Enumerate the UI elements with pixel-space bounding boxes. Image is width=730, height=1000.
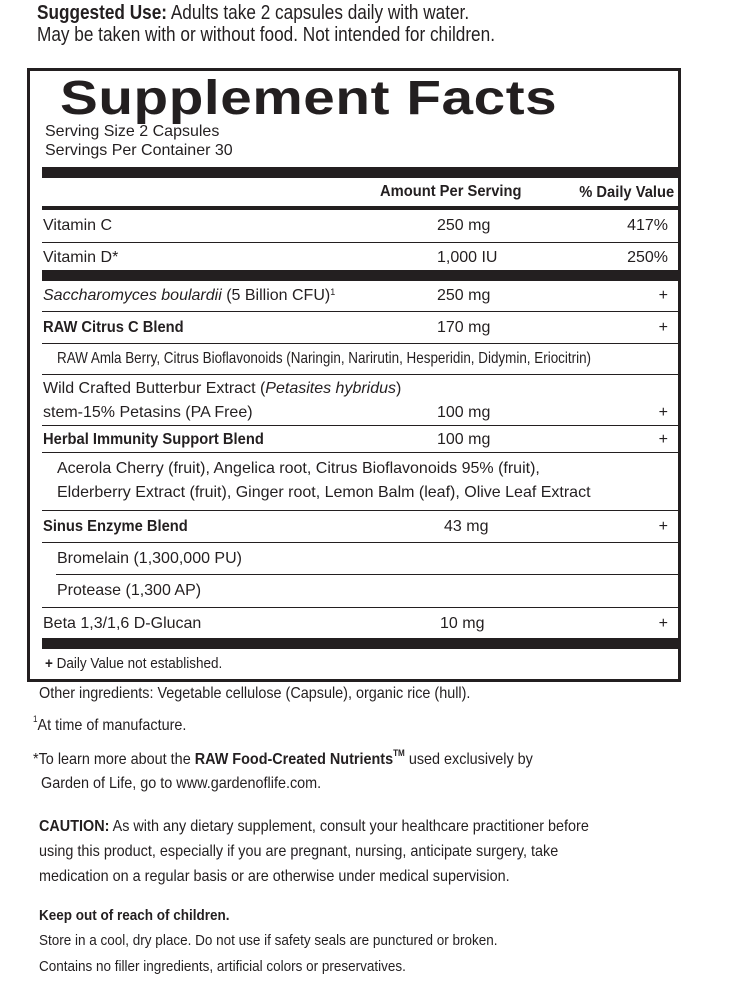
serving-size: Serving Size 2 Capsules bbox=[45, 123, 220, 140]
row-saccharomyces-amount: 250 mg bbox=[437, 287, 491, 304]
caution-line3: medication on a regular basis or are otherwise under medical supervision. bbox=[39, 868, 510, 885]
row-bromelain: Bromelain (1,300,000 PU) bbox=[57, 550, 242, 567]
row-divider bbox=[42, 242, 678, 243]
row-vitamin-d-name: Vitamin D* bbox=[43, 249, 119, 266]
header-divider bbox=[42, 206, 678, 210]
row-divider bbox=[42, 510, 678, 511]
row-divider bbox=[56, 574, 678, 575]
caution-line1 bbox=[39, 815, 589, 839]
suggested-use-label: Suggested Use: bbox=[37, 2, 167, 24]
row-sinus-blend-amount: 43 mg bbox=[444, 518, 489, 535]
row-divider bbox=[42, 542, 678, 543]
row-butterbur-suffix: ) bbox=[396, 380, 402, 397]
filler-note: Contains no filler ingredients, artificial colors or preservatives. bbox=[39, 958, 406, 975]
panel-title: Supplement Facts bbox=[60, 72, 558, 125]
row-butterbur-line2: stem-15% Petasins (PA Free) bbox=[43, 404, 253, 421]
keep-out-of-reach bbox=[39, 904, 230, 928]
raw-note-prefix: *To learn more about the bbox=[33, 751, 195, 768]
caution-text-1: As with any dietary supplement, consult your healthcare practitioner before bbox=[109, 818, 589, 835]
caution-line2: using this product, especially if you are pregnant, nursing, anticipate surgery, take bbox=[39, 843, 559, 860]
header-amount: Amount Per Serving bbox=[380, 183, 522, 200]
row-sinus-blend-dv: + bbox=[658, 518, 668, 535]
suggested-use bbox=[37, 2, 622, 46]
row-saccharomyces-sup: 1 bbox=[330, 287, 336, 297]
raw-note-brand: RAW Food-Created Nutrients bbox=[194, 751, 394, 768]
row-divider bbox=[42, 607, 678, 608]
row-butterbur-amount: 100 mg bbox=[437, 404, 491, 421]
row-vitamin-c-amount: 250 mg bbox=[437, 217, 491, 234]
suggested-use-line2: May be taken with or without food. Not intended for children. bbox=[37, 24, 495, 46]
row-butterbur-line1 bbox=[43, 380, 401, 398]
servings-per-container: Servings Per Container 30 bbox=[45, 142, 233, 159]
row-divider bbox=[42, 343, 678, 344]
manufacture-sup: 1 bbox=[33, 714, 38, 724]
row-beta-glucan-dv: + bbox=[658, 615, 668, 632]
row-vitamin-c-name: Vitamin C bbox=[43, 217, 113, 234]
row-herbal-blend-amount: 100 mg bbox=[437, 431, 491, 448]
suggested-use-line1: Adults take 2 capsules daily with water. bbox=[166, 2, 470, 24]
keep-out-text: Keep out of reach of children. bbox=[39, 907, 230, 924]
row-citrus-blend-amount: 170 mg bbox=[437, 319, 491, 336]
row-butterbur-dv: + bbox=[658, 404, 668, 421]
row-citrus-blend-dv: + bbox=[658, 319, 668, 336]
other-ingredients: Other ingredients: Vegetable cellulose (Capsule), organic rice (hull). bbox=[39, 685, 471, 702]
row-divider bbox=[42, 311, 678, 312]
thick-divider bbox=[42, 638, 678, 649]
thick-divider bbox=[42, 167, 678, 178]
row-sinus-blend-name: Sinus Enzyme Blend bbox=[43, 518, 188, 535]
row-beta-glucan-amount: 10 mg bbox=[440, 615, 485, 632]
raw-note-line1 bbox=[33, 748, 533, 772]
row-vitamin-c-dv: 417% bbox=[627, 217, 668, 234]
row-divider bbox=[42, 452, 678, 453]
row-vitamin-d-dv: 250% bbox=[627, 249, 668, 266]
row-butterbur-latin: Petasites hybridus bbox=[265, 380, 397, 397]
row-citrus-blend-ingredients: RAW Amla Berry, Citrus Bioflavonoids (Naringin, Narirutin, Hesperidin, Didymin, Eriocitrin) bbox=[57, 350, 592, 367]
raw-note-suffix: used exclusively by bbox=[404, 751, 533, 768]
caution-label: CAUTION: bbox=[39, 818, 110, 835]
raw-note-line2: Garden of Life, go to www.gardenoflife.com. bbox=[41, 775, 322, 792]
row-divider bbox=[42, 425, 678, 426]
row-saccharomyces-cfu: (5 Billion CFU) bbox=[221, 287, 331, 304]
footnote-text: Daily Value not established. bbox=[52, 655, 223, 672]
daily-value-footnote bbox=[45, 655, 222, 673]
manufacture-text: At time of manufacture. bbox=[37, 717, 187, 734]
manufacture-footnote bbox=[33, 714, 186, 738]
row-saccharomyces-italic: Saccharomyces boulardii bbox=[43, 287, 222, 304]
row-herbal-blend-name: Herbal Immunity Support Blend bbox=[43, 431, 264, 448]
row-citrus-blend-name: RAW Citrus C Blend bbox=[43, 319, 184, 336]
storage-note: Store in a cool, dry place. Do not use if safety seals are punctured or broken. bbox=[39, 932, 498, 949]
row-divider bbox=[42, 374, 678, 375]
row-beta-glucan-name: Beta 1,3/1,6 D-Glucan bbox=[43, 615, 202, 632]
row-saccharomyces-name bbox=[43, 287, 335, 305]
row-herbal-blend-dv: + bbox=[658, 431, 668, 448]
trademark-mark: TM bbox=[393, 748, 405, 758]
header-daily-value: % Daily Value bbox=[579, 184, 674, 201]
row-herbal-ingredients-line2: Elderberry Extract (fruit), Ginger root, Lemon Balm (leaf), Olive Leaf Extract bbox=[57, 484, 591, 501]
row-protease: Protease (1,300 AP) bbox=[57, 582, 202, 599]
row-vitamin-d-amount: 1,000 IU bbox=[437, 249, 498, 266]
thick-divider bbox=[42, 270, 678, 281]
row-herbal-ingredients-line1: Acerola Cherry (fruit), Angelica root, Citrus Bioflavonoids 95% (fruit), bbox=[57, 460, 540, 477]
row-butterbur-prefix: Wild Crafted Butterbur Extract ( bbox=[43, 380, 266, 397]
footnote-symbol: + bbox=[45, 655, 53, 672]
row-saccharomyces-dv: + bbox=[658, 287, 668, 304]
supplement-facts-panel bbox=[27, 68, 681, 682]
